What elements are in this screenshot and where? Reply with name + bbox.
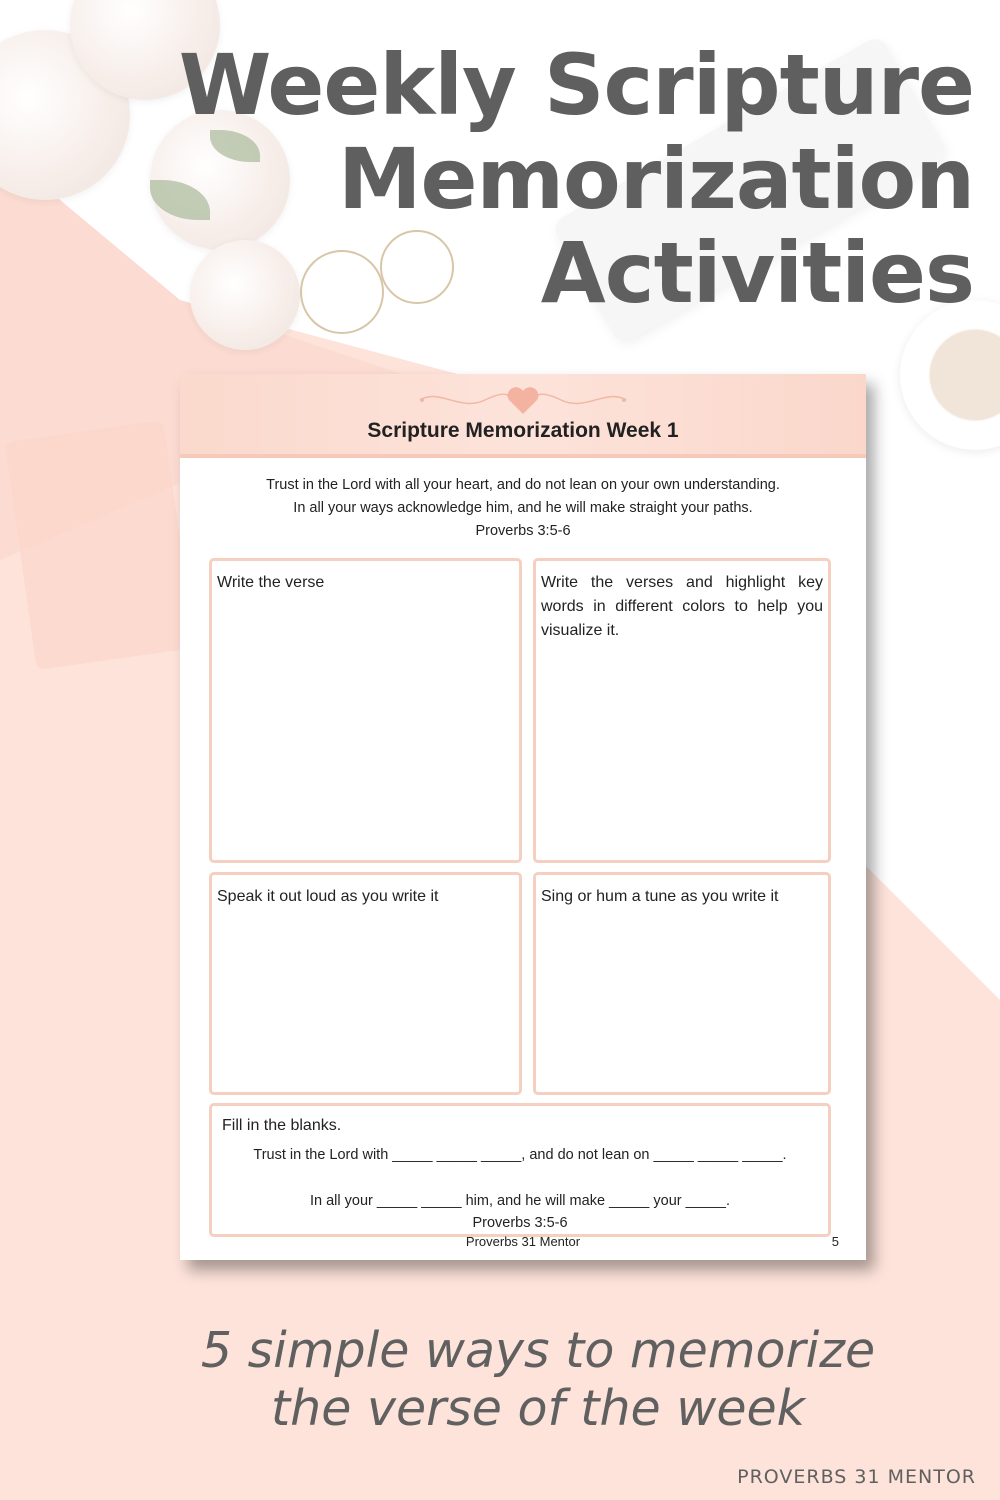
- brand-name: PROVERBS 31 MENTOR: [737, 1466, 976, 1488]
- worksheet-page: [180, 374, 866, 1260]
- write-verse-box[interactable]: [209, 558, 522, 863]
- worksheet-header: [180, 374, 866, 458]
- sing-hum-box[interactable]: [533, 872, 831, 1095]
- verse-reference: Proverbs 3:5-6: [475, 523, 571, 539]
- box-label: Write the verse: [217, 574, 325, 591]
- box-label: Write the verses and highlight key words in different colors to help you visualize it.: [541, 574, 823, 639]
- verse-line: Trust in the Lord with all your heart, and do not lean on your own understanding.: [266, 477, 780, 493]
- title-line: Weekly Scripture: [178, 36, 974, 134]
- fill-in-title: Fill in the blanks.: [222, 1117, 342, 1134]
- page-number: 5: [831, 1234, 839, 1249]
- tagline-line: 5 simple ways to memorize: [200, 1322, 876, 1379]
- worksheet-footer: Proverbs 31 Mentor: [465, 1234, 581, 1249]
- worksheet-title: Scripture Memorization Week 1: [367, 419, 679, 442]
- page-title: [179, 38, 974, 320]
- highlight-words-box[interactable]: [533, 558, 831, 863]
- speak-aloud-box[interactable]: [209, 872, 522, 1095]
- title-line: Activities: [540, 224, 974, 322]
- title-line: Memorization: [337, 130, 974, 228]
- fill-in-line: In all your _____ _____ him, and he will make _____ your _____.: [310, 1193, 730, 1209]
- box-label: Sing or hum a tune as you write it: [541, 888, 779, 905]
- verse-text: [180, 474, 866, 543]
- fill-in-reference: Proverbs 3:5-6: [472, 1215, 568, 1231]
- heart-flourish-icon: [410, 382, 636, 418]
- verse-line: In all your ways acknowledge him, and he will make straight your paths.: [293, 500, 753, 516]
- fill-in-line: Trust in the Lord with _____ _____ _____, and do not lean on _____ _____ _____.: [253, 1147, 787, 1163]
- tagline-line: the verse of the week: [270, 1380, 806, 1437]
- box-label: Speak it out loud as you write it: [217, 888, 439, 905]
- tagline: [0, 1322, 1000, 1438]
- fill-in-blanks-box[interactable]: [209, 1103, 831, 1237]
